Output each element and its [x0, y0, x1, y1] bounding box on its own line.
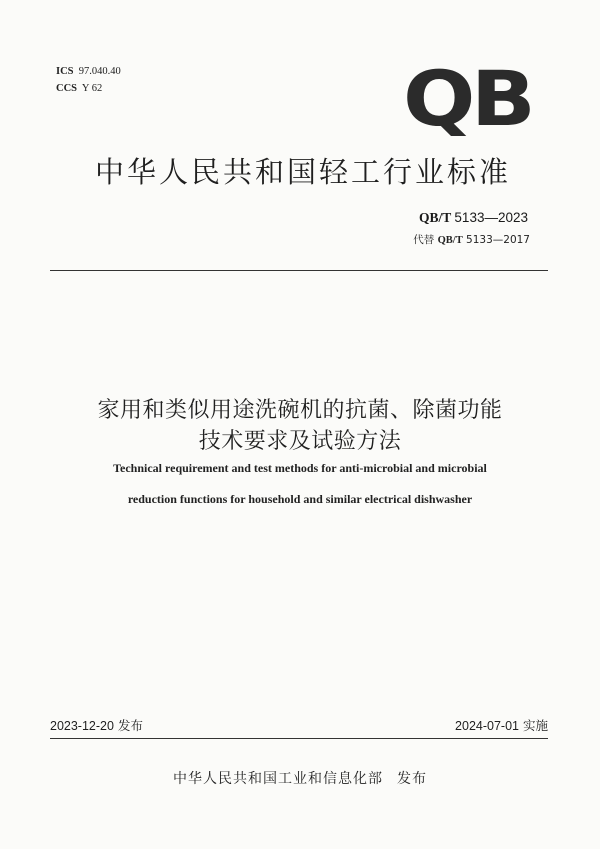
effective-date	[455, 716, 548, 734]
title-cn-line2: 技术要求及试验方法	[198, 429, 402, 454]
standard-number-prefix: QB/T	[419, 210, 452, 225]
top-divider	[50, 270, 548, 271]
publish-date	[50, 716, 143, 734]
standard-replaces	[413, 232, 530, 247]
ics-line	[56, 66, 121, 77]
standard-number-value: 5133—2023	[454, 210, 528, 225]
qb-logo: QB	[403, 54, 532, 143]
effective-label: 实施	[522, 718, 548, 733]
issuer-action: 发布	[397, 771, 427, 787]
issuer-name: 中华人民共和国工业和信息化部	[173, 771, 383, 787]
effective-date-value: 2024-07-01	[455, 719, 519, 733]
publish-label: 发布	[117, 718, 143, 733]
ccs-label: CCS	[56, 83, 78, 94]
title-en-line2: reduction functions for household and similar electrical dishwasher	[127, 492, 473, 506]
ics-label: ICS	[56, 66, 74, 77]
title-cn-line1: 家用和类似用途洗碗机的抗菌、除菌功能	[97, 398, 503, 423]
standard-number	[419, 210, 528, 226]
bottom-divider	[50, 738, 548, 739]
standard-category: 中华人民共和国轻工行业标准	[94, 155, 511, 189]
ccs-value: Y 62	[81, 83, 103, 94]
issuer-line	[50, 768, 550, 788]
ics-value: 97.040.40	[78, 66, 121, 77]
replaces-code: QB/T	[437, 235, 463, 246]
title-en-line1: Technical requirement and test methods for anti-microbial and microbial	[113, 461, 487, 475]
ccs-line	[56, 83, 102, 94]
replaces-label: 代替	[413, 234, 435, 246]
replaces-value: 5133—2017	[466, 234, 530, 246]
publish-date-value: 2023-12-20	[50, 719, 114, 733]
